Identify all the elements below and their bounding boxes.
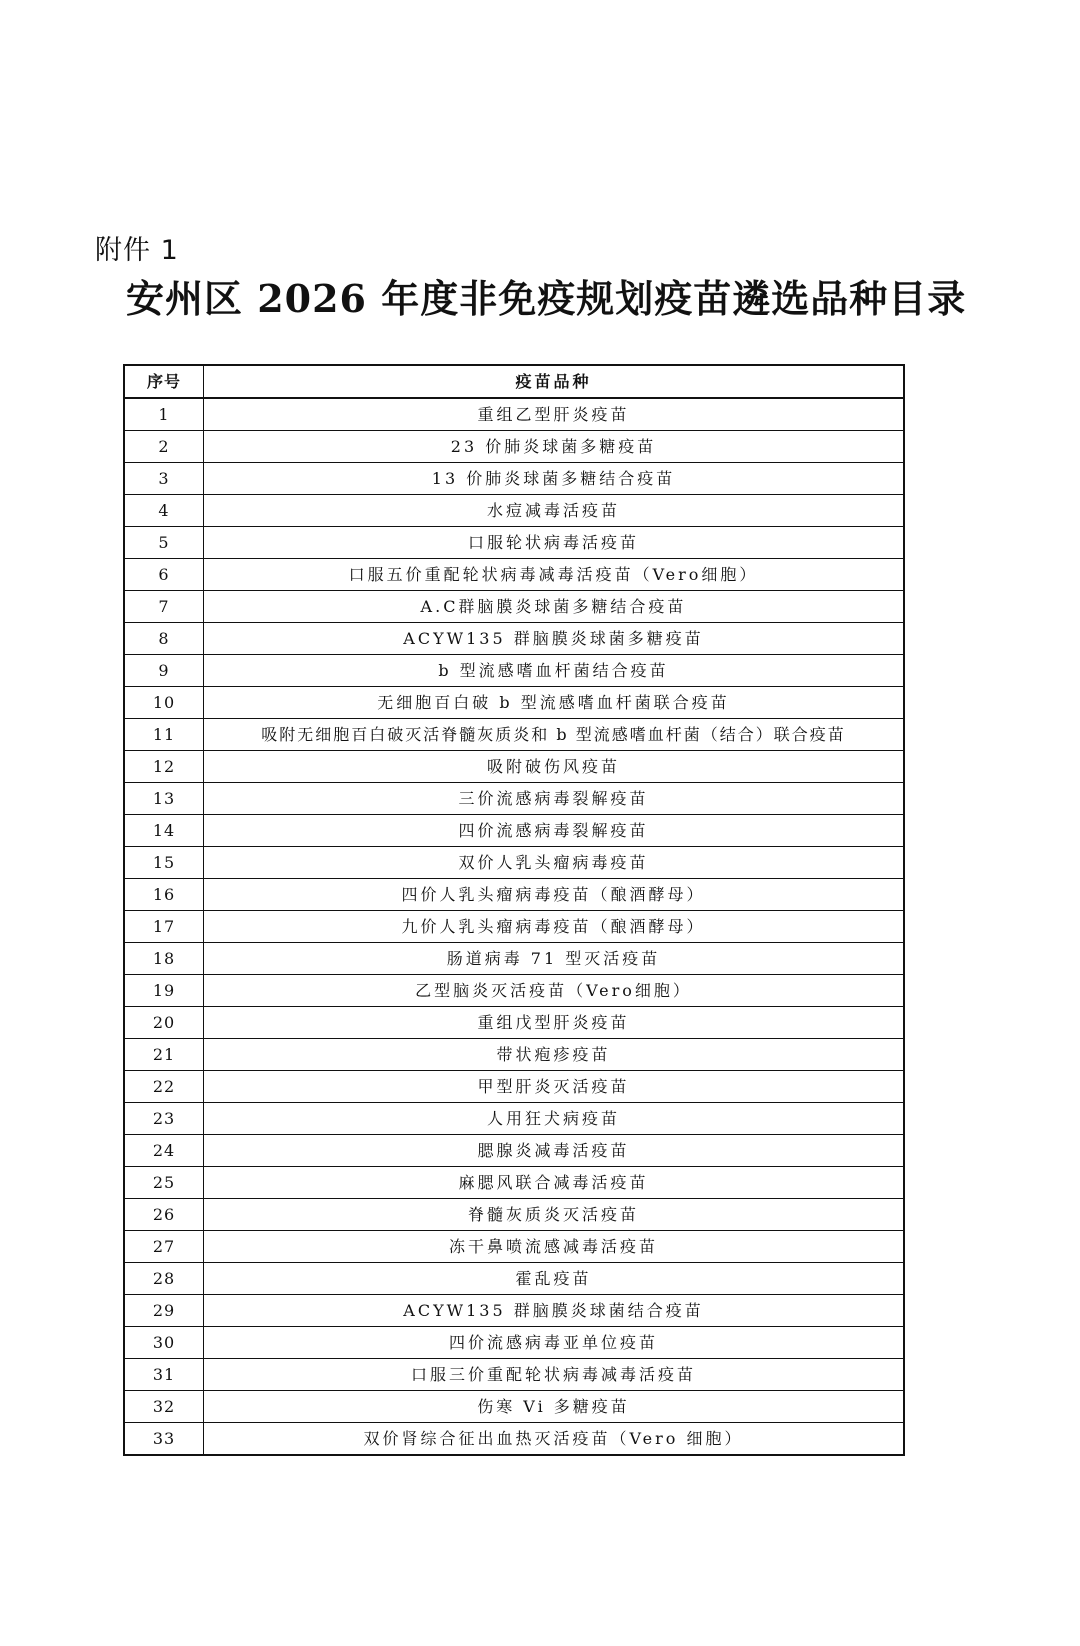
row-seq: 7	[124, 591, 204, 623]
table-row	[124, 495, 904, 527]
row-vaccine-name: b 型流感嗜血杆菌结合疫苗	[204, 655, 905, 687]
row-seq: 15	[124, 847, 204, 879]
table-row	[124, 879, 904, 911]
table-row	[124, 751, 904, 783]
row-seq: 20	[124, 1007, 204, 1039]
row-vaccine-name: 霍乱疫苗	[204, 1263, 905, 1295]
row-seq: 10	[124, 687, 204, 719]
row-seq: 12	[124, 751, 204, 783]
row-seq: 19	[124, 975, 204, 1007]
table-row	[124, 943, 904, 975]
table-row	[124, 463, 904, 495]
row-vaccine-name: 乙型脑炎灭活疫苗（Vero细胞）	[204, 975, 905, 1007]
table-row	[124, 1007, 904, 1039]
table-row	[124, 783, 904, 815]
table-row	[124, 431, 904, 463]
row-vaccine-name: 双价人乳头瘤病毒疫苗	[204, 847, 905, 879]
row-seq: 33	[124, 1423, 204, 1456]
row-seq: 17	[124, 911, 204, 943]
row-seq: 21	[124, 1039, 204, 1071]
row-seq: 32	[124, 1391, 204, 1423]
row-seq: 30	[124, 1327, 204, 1359]
table-row	[124, 1295, 904, 1327]
table-row	[124, 591, 904, 623]
table-row	[124, 623, 904, 655]
table-row	[124, 1423, 904, 1456]
row-seq: 31	[124, 1359, 204, 1391]
row-vaccine-name: A.C群脑膜炎球菌多糖结合疫苗	[204, 591, 905, 623]
row-seq: 27	[124, 1231, 204, 1263]
row-seq: 23	[124, 1103, 204, 1135]
row-vaccine-name: 口服三价重配轮状病毒减毒活疫苗	[204, 1359, 905, 1391]
attachment-label: 附件 1	[95, 235, 179, 266]
table-row	[124, 398, 904, 431]
vaccine-catalog-table	[123, 364, 905, 1456]
row-seq: 24	[124, 1135, 204, 1167]
row-vaccine-name: 口服轮状病毒活疫苗	[204, 527, 905, 559]
table-row	[124, 1327, 904, 1359]
row-seq: 29	[124, 1295, 204, 1327]
row-vaccine-name: 水痘减毒活疫苗	[204, 495, 905, 527]
row-seq: 6	[124, 559, 204, 591]
table-row	[124, 975, 904, 1007]
row-vaccine-name: 人用狂犬病疫苗	[204, 1103, 905, 1135]
table-row	[124, 655, 904, 687]
row-vaccine-name: 13 价肺炎球菌多糖结合疫苗	[204, 463, 905, 495]
table-body	[124, 398, 904, 1455]
table-row	[124, 1263, 904, 1295]
row-seq: 14	[124, 815, 204, 847]
row-vaccine-name: 冻干鼻喷流感减毒活疫苗	[204, 1231, 905, 1263]
row-vaccine-name: 带状疱疹疫苗	[204, 1039, 905, 1071]
table-row	[124, 847, 904, 879]
row-vaccine-name: 麻腮风联合减毒活疫苗	[204, 1167, 905, 1199]
row-vaccine-name: 脊髓灰质炎灭活疫苗	[204, 1199, 905, 1231]
row-seq: 25	[124, 1167, 204, 1199]
row-seq: 28	[124, 1263, 204, 1295]
header-vaccine-name: 疫苗品种	[204, 365, 905, 398]
table-row	[124, 1071, 904, 1103]
row-seq: 16	[124, 879, 204, 911]
header-seq: 序号	[124, 365, 204, 398]
row-vaccine-name: ACYW135 群脑膜炎球菌结合疫苗	[204, 1295, 905, 1327]
table-row	[124, 1199, 904, 1231]
table-row	[124, 1135, 904, 1167]
row-seq: 26	[124, 1199, 204, 1231]
table-row	[124, 719, 904, 751]
row-seq: 9	[124, 655, 204, 687]
row-seq: 8	[124, 623, 204, 655]
row-vaccine-name: 重组戊型肝炎疫苗	[204, 1007, 905, 1039]
row-seq: 11	[124, 719, 204, 751]
table-row	[124, 687, 904, 719]
table-row	[124, 815, 904, 847]
row-vaccine-name: 四价人乳头瘤病毒疫苗（酿酒酵母）	[204, 879, 905, 911]
row-vaccine-name: 肠道病毒 71 型灭活疫苗	[204, 943, 905, 975]
row-vaccine-name: 甲型肝炎灭活疫苗	[204, 1071, 905, 1103]
row-vaccine-name: 四价流感病毒裂解疫苗	[204, 815, 905, 847]
row-vaccine-name: ACYW135 群脑膜炎球菌多糖疫苗	[204, 623, 905, 655]
row-vaccine-name: 无细胞百白破 b 型流感嗜血杆菌联合疫苗	[204, 687, 905, 719]
row-vaccine-name: 伤寒 Vi 多糖疫苗	[204, 1391, 905, 1423]
row-vaccine-name: 双价肾综合征出血热灭活疫苗（Vero 细胞）	[204, 1423, 905, 1456]
row-vaccine-name: 腮腺炎减毒活疫苗	[204, 1135, 905, 1167]
table-row	[124, 527, 904, 559]
table-row	[124, 1231, 904, 1263]
table-row	[124, 911, 904, 943]
row-seq: 2	[124, 431, 204, 463]
table-row	[124, 1039, 904, 1071]
row-seq: 1	[124, 398, 204, 431]
table-row	[124, 1391, 904, 1423]
row-seq: 5	[124, 527, 204, 559]
row-vaccine-name: 三价流感病毒裂解疫苗	[204, 783, 905, 815]
row-vaccine-name: 口服五价重配轮状病毒减毒活疫苗（Vero细胞）	[204, 559, 905, 591]
row-vaccine-name: 吸附破伤风疫苗	[204, 751, 905, 783]
row-vaccine-name: 四价流感病毒亚单位疫苗	[204, 1327, 905, 1359]
table-row	[124, 1359, 904, 1391]
row-vaccine-name: 吸附无细胞百白破灭活脊髓灰质炎和 b 型流感嗜血杆菌（结合）联合疫苗	[204, 719, 905, 751]
page-title: 安州区 2026 年度非免疫规划疫苗遴选品种目录	[126, 276, 967, 321]
row-vaccine-name: 九价人乳头瘤病毒疫苗（酿酒酵母）	[204, 911, 905, 943]
row-seq: 4	[124, 495, 204, 527]
table-row	[124, 1167, 904, 1199]
table-header-row	[124, 365, 904, 398]
row-seq: 3	[124, 463, 204, 495]
row-vaccine-name: 重组乙型肝炎疫苗	[204, 398, 905, 431]
row-vaccine-name: 23 价肺炎球菌多糖疫苗	[204, 431, 905, 463]
table-row	[124, 1103, 904, 1135]
row-seq: 18	[124, 943, 204, 975]
table-row	[124, 559, 904, 591]
row-seq: 22	[124, 1071, 204, 1103]
row-seq: 13	[124, 783, 204, 815]
